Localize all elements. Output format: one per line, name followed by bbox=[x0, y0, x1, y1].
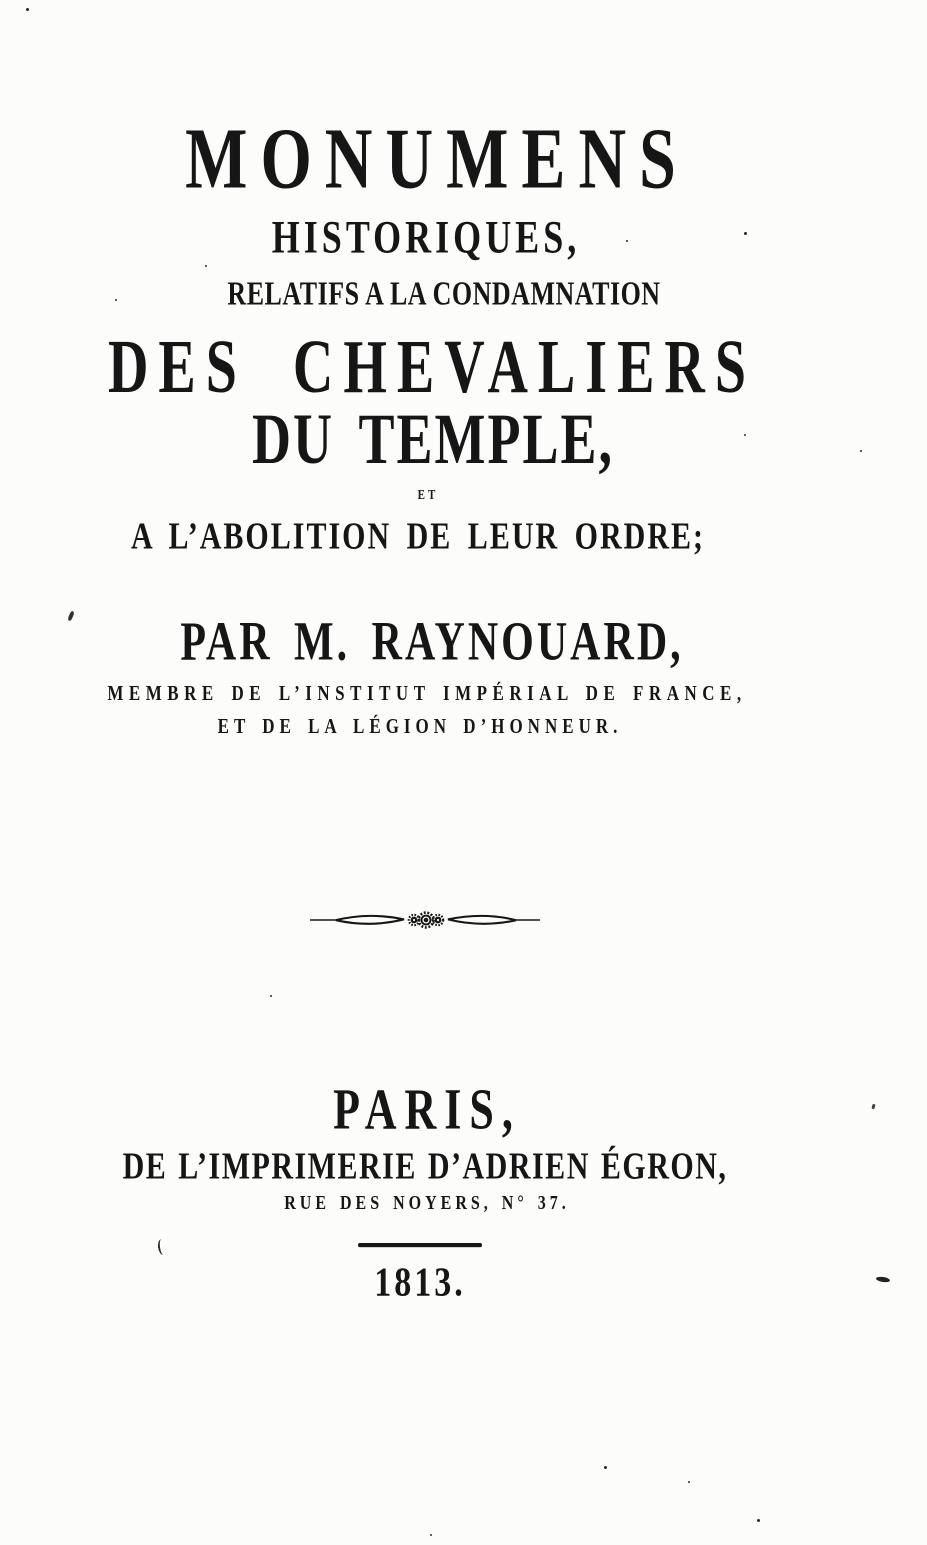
author-affiliation-2: ET DE LA LÉGION D’HONNEUR. bbox=[217, 714, 623, 738]
main-title: MONUMENS bbox=[185, 110, 689, 208]
scan-speck bbox=[744, 434, 746, 436]
scan-speck bbox=[688, 1481, 690, 1483]
imprint-printer: DE L’IMPRIMERIE D’ADRIEN ÉGRON, bbox=[122, 1145, 728, 1188]
scan-smudge bbox=[876, 1276, 891, 1283]
fleuron-divider-icon bbox=[310, 906, 540, 932]
scan-speck bbox=[626, 240, 628, 242]
scan-speck bbox=[115, 299, 117, 301]
relative-line: RELATIFS A LA CONDAMNATION bbox=[227, 274, 661, 313]
author-byline: PAR M. RAYNOUARD, bbox=[180, 612, 684, 673]
subject-line-2: DU TEMPLE, bbox=[251, 399, 615, 479]
imprint-year: 1813. bbox=[374, 1260, 466, 1305]
subject-line-1: DES CHEVALIERS bbox=[107, 324, 757, 410]
conjunction-et: ET bbox=[417, 487, 439, 503]
scan-speck bbox=[26, 8, 29, 11]
scan-speck bbox=[860, 450, 862, 452]
scan-speck bbox=[744, 232, 747, 235]
imprint-address: RUE DES NOYERS, N° 37. bbox=[284, 1192, 570, 1214]
scan-speck bbox=[604, 1466, 607, 1469]
scan-speck bbox=[871, 1104, 875, 1109]
scan-speck bbox=[757, 1519, 760, 1522]
scan-speck bbox=[205, 265, 207, 267]
scan-speck bbox=[270, 995, 272, 997]
subtitle: HISTORIQUES, bbox=[271, 211, 581, 263]
scan-speck bbox=[430, 1534, 432, 1536]
subject-line-3: A L’ABOLITION DE LEUR ORDRE; bbox=[131, 515, 705, 558]
author-affiliation-1: MEMBRE DE L’INSTITUT IMPÉRIAL DE FRANCE, bbox=[107, 681, 747, 705]
imprint-divider-rule bbox=[358, 1243, 482, 1247]
imprint-city: PARIS, bbox=[333, 1077, 521, 1142]
